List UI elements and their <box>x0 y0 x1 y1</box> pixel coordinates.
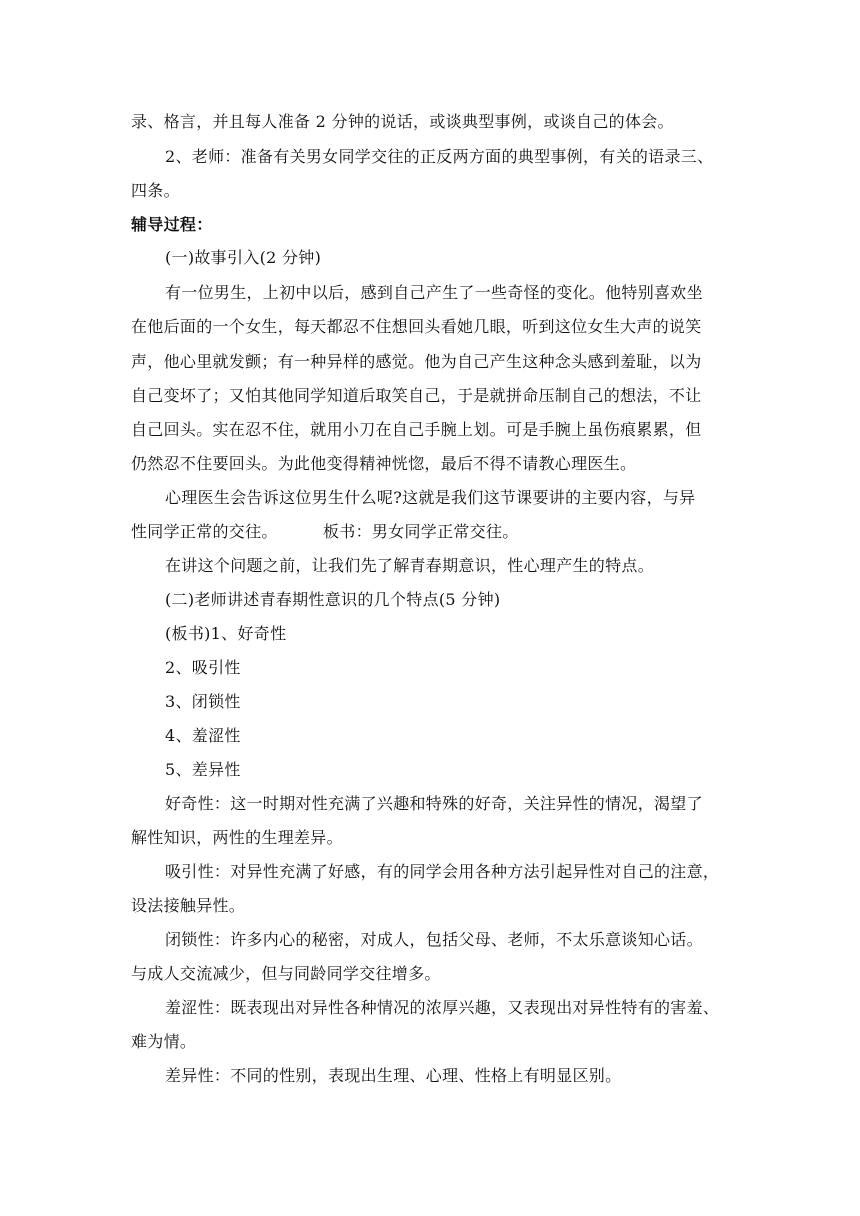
paragraph-line: 闭锁性：许多内心的秘密，对成人，包括父母、老师，不太乐意谈知心话。 <box>165 930 703 949</box>
paragraph-line: 解性知识，两性的生理差异。 <box>131 828 343 847</box>
paragraph-line: 吸引性：对异性充满了好感，有的同学会用各种方法引起异性对自己的注意， <box>165 862 720 881</box>
paragraph-line: 心理医生会告诉这位男生什么呢?这就是我们这节课要讲的主要内容，与异 <box>165 488 696 507</box>
section-heading: 辅导过程： <box>131 215 213 234</box>
paragraph-line: 好奇性：这一时期对性充满了兴趣和特殊的好奇，关注异性的情况，渴望了 <box>165 794 703 813</box>
board-note: 板书：男女同学正常交往。 <box>323 522 519 541</box>
list-item: (板书)1、好奇性 <box>165 624 287 643</box>
paragraph-line: 与成人交流减少，但与同龄同学交往增多。 <box>131 964 441 983</box>
paragraph-line: 自己回头。实在忍不住，就用小刀在自己手腕上划。可是手腕上虽伤痕累累，但 <box>131 420 702 439</box>
paragraph-line: 录、格言，并且每人准备 2 分钟的说话，或谈典型事例，或谈自己的体会。 <box>131 112 674 131</box>
paragraph-line: 仍然忍不住要回头。为此他变得精神恍惚，最后不得不请教心理医生。 <box>131 454 637 473</box>
list-item: 4、羞涩性 <box>165 726 241 745</box>
subsection-heading: (二)老师讲述青春期性意识的几个特点(5 分钟) <box>165 590 501 609</box>
paragraph-line: 在讲这个问题之前，让我们先了解青春期意识，性心理产生的特点。 <box>165 556 655 575</box>
paragraph-line: 2、老师：准备有关男女同学交往的正反两方面的典型事例，有关的语录三、 <box>165 147 714 166</box>
paragraph-line: 声，他心里就发颤；有一种异样的感觉。他为自己产生这种念头感到羞耻，以为 <box>131 352 702 371</box>
paragraph-line: 四条。 <box>131 181 180 200</box>
list-item: 3、闭锁性 <box>165 692 241 711</box>
paragraph-line: 难为情。 <box>131 1032 197 1051</box>
subsection-heading: (一)故事引入(2 分钟) <box>165 248 322 267</box>
paragraph-line: 性同学正常的交往。 <box>131 522 278 541</box>
paragraph-line: 有一位男生，上初中以后，感到自己产生了一些奇怪的变化。他特别喜欢坐 <box>165 283 703 302</box>
paragraph-line: 设法接触异性。 <box>131 896 246 915</box>
paragraph-line: 在他后面的一个女生，每天都忍不住想回头看她几眼，听到这位女生大声的说笑 <box>131 317 702 336</box>
paragraph-line: 羞涩性：既表现出对异性各种情况的浓厚兴趣，又表现出对异性特有的害羞、 <box>165 998 720 1017</box>
paragraph-line: 自己变坏了；又怕其他同学知道后取笑自己，于是就拼命压制自己的想法，不让 <box>131 386 702 405</box>
list-item: 5、差异性 <box>165 760 241 779</box>
paragraph-line: 差异性：不同的性别，表现出生理、心理、性格上有明显区别。 <box>165 1066 622 1085</box>
list-item: 2、吸引性 <box>165 658 241 677</box>
